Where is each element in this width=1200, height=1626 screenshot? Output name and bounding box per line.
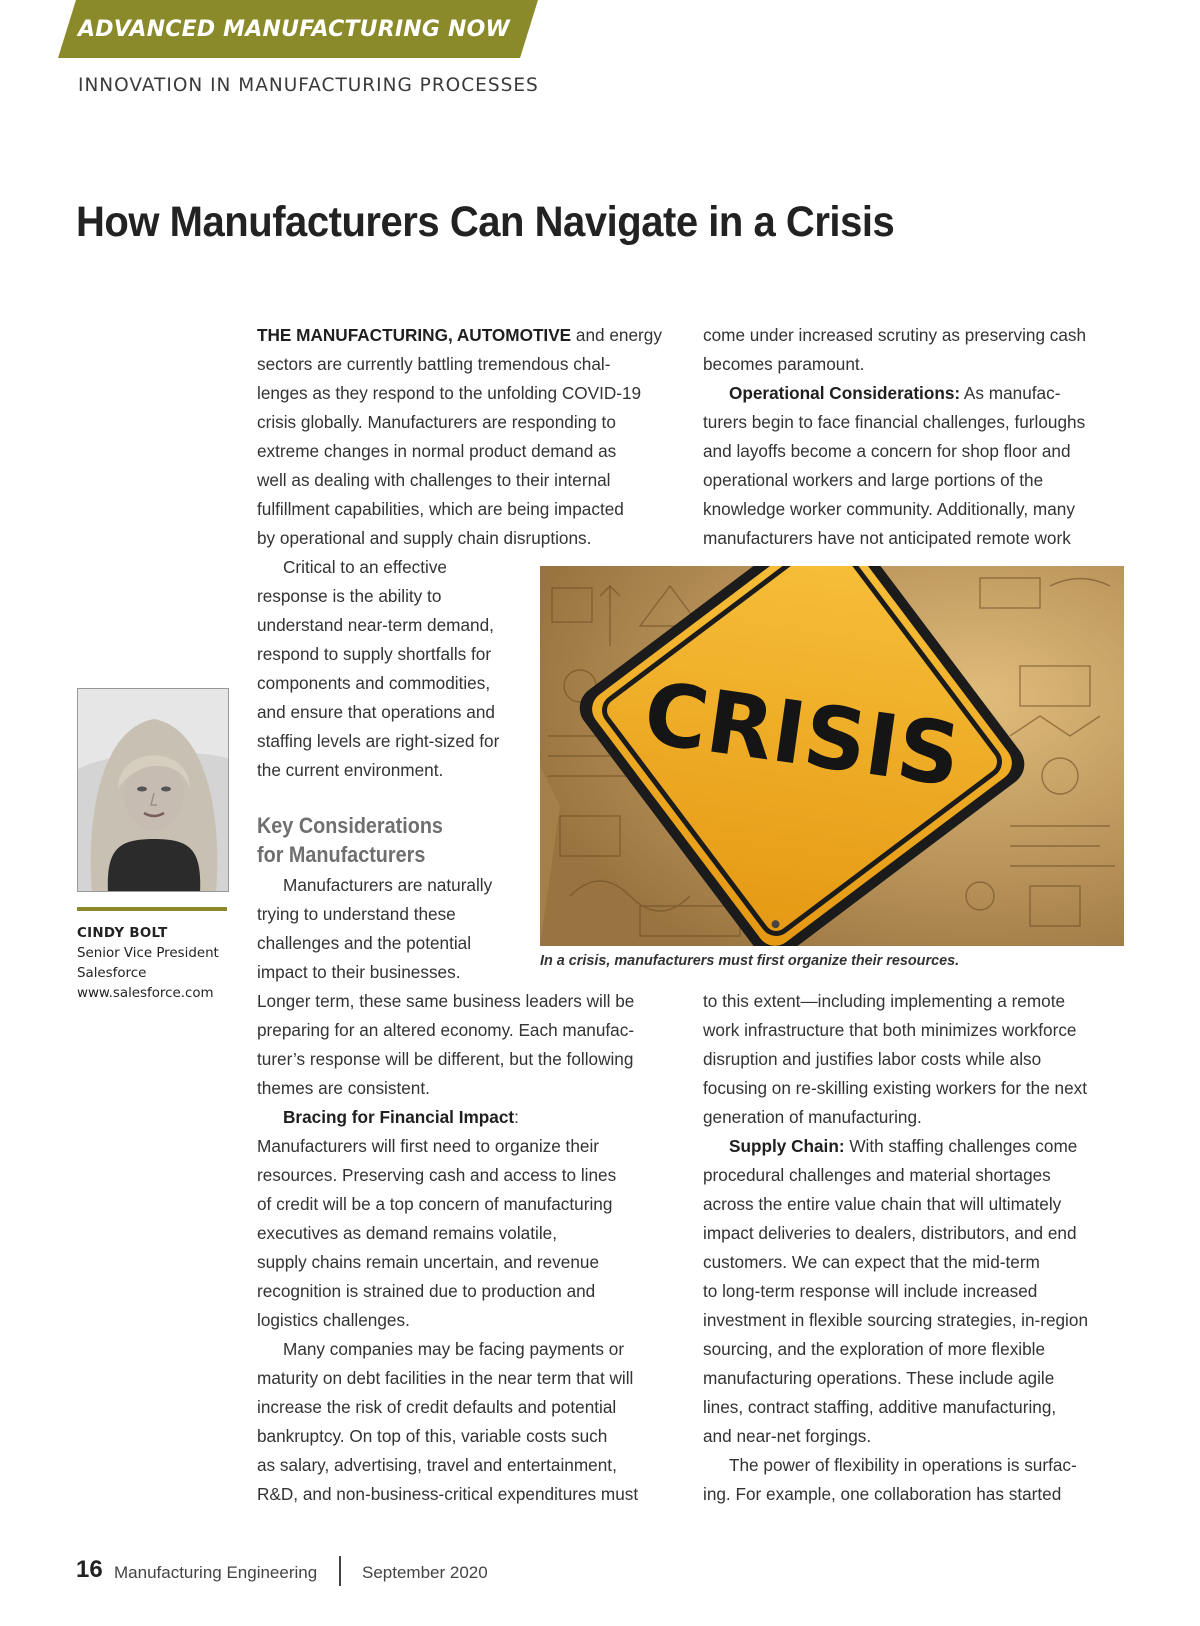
body-line: and near-net forgings.: [703, 1426, 872, 1446]
subhead-line: for Manufacturers: [257, 842, 426, 867]
section-banner: [58, 0, 538, 58]
article-column-right-top: [703, 321, 1086, 553]
body-line: and layoffs become a concern for shop floor and: [703, 441, 1071, 461]
body-line: turer’s response will be different, but the following: [257, 1049, 634, 1069]
lead-in: THE MANUFACTURING, AUTOMOTIVE: [257, 325, 572, 345]
body-line: come under increased scrutiny as preserving cash: [703, 325, 1087, 345]
sign-text: CRISIS: [638, 663, 967, 807]
body-line: by operational and supply chain disruptions.: [257, 528, 592, 548]
body-line: customers. We can expect that the mid-term: [703, 1252, 1040, 1272]
body-line: respond to supply shortfalls for: [257, 644, 492, 664]
author-divider: [77, 907, 227, 911]
body-line: operational workers and large portions of the: [703, 470, 1044, 490]
magazine-name: Manufacturing Engineering: [114, 1563, 318, 1582]
body-line: turers begin to face financial challenges, furloughs: [703, 412, 1086, 432]
body-line: Bracing for Financial Impact:: [283, 1107, 519, 1127]
body-line: as salary, advertising, travel and entertainment,: [257, 1455, 617, 1475]
body-line: sectors are currently battling tremendous chal-: [257, 354, 611, 374]
body-line: response is the ability to: [257, 586, 442, 606]
section-label: INNOVATION IN MANUFACTURING PROCESSES: [78, 75, 539, 96]
body-line: recognition is strained due to production and: [257, 1281, 596, 1301]
author-company: Salesforce: [77, 966, 147, 981]
body-line: to long-term response will include increased: [703, 1281, 1038, 1301]
footer-divider: [339, 1556, 341, 1586]
body-line: trying to understand these: [257, 904, 456, 924]
subhead-key-considerations: [257, 811, 443, 869]
body-line: the current environment.: [257, 760, 444, 780]
body-line: executives as demand remains volatile,: [257, 1223, 557, 1243]
body-line: lines, contract staffing, additive manufacturing,: [703, 1397, 1057, 1417]
body-line: fulfillment capabilities, which are being impacted: [257, 499, 624, 519]
body-line: preparing for an altered economy. Each manufac-: [257, 1020, 635, 1040]
body-line: and ensure that operations and: [257, 702, 495, 722]
body-line: lenges as they respond to the unfolding COVID-19: [257, 383, 642, 403]
body-line: extreme changes in normal product demand as: [257, 441, 617, 461]
body-line: crisis globally. Manufacturers are responding to: [257, 412, 616, 432]
body-line: to this extent—including implementing a remote: [703, 991, 1066, 1011]
body-line: generation of manufacturing.: [703, 1107, 922, 1127]
body-line: resources. Preserving cash and access to lines: [257, 1165, 617, 1185]
article-headline: How Manufacturers Can Navigate in a Crisis: [76, 198, 895, 246]
crisis-sign-photo: [540, 566, 1124, 946]
body-line: of credit will be a top concern of manufacturing: [257, 1194, 613, 1214]
body-line: manufacturing operations. These include agile: [703, 1368, 1055, 1388]
body-line: work infrastructure that both minimizes workforce: [703, 1020, 1077, 1040]
body-line: knowledge worker community. Additionally, many: [703, 499, 1075, 519]
body-line: Manufacturers will first need to organize their: [257, 1136, 599, 1156]
body-line: becomes paramount.: [703, 354, 865, 374]
body-line: themes are consistent.: [257, 1078, 430, 1098]
body-line: manufacturers have not anticipated remote work: [703, 528, 1071, 548]
body-line: Supply Chain: With staffing challenges come: [729, 1136, 1078, 1156]
issue-date: September 2020: [362, 1563, 488, 1582]
body-line: logistics challenges.: [257, 1310, 410, 1330]
body-line: across the entire value chain that will ultimately: [703, 1194, 1062, 1214]
lead-in: Supply Chain:: [729, 1136, 845, 1156]
body-line: sourcing, and the exploration of more flexible: [703, 1339, 1046, 1359]
body-line: THE MANUFACTURING, AUTOMOTIVE and energy: [257, 325, 662, 345]
body-line: Many companies may be facing payments or: [283, 1339, 625, 1359]
body-line: disruption and justifies labor costs while also: [703, 1049, 1042, 1069]
author-website[interactable]: www.salesforce.com: [77, 986, 214, 1001]
body-line: maturity on debt facilities in the near term that will: [257, 1368, 634, 1388]
subhead-line: Key Considerations: [257, 813, 443, 838]
body-line: Operational Considerations: As manufac-: [729, 383, 1061, 403]
body-line: supply chains remain uncertain, and revenue: [257, 1252, 600, 1272]
author-name: CINDY BOLT: [77, 926, 168, 941]
body-line: staffing levels are right-sized for: [257, 731, 500, 751]
banner-title: ADVANCED MANUFACTURING NOW: [78, 17, 510, 42]
body-line: Manufacturers are naturally: [283, 875, 493, 895]
body-line: focusing on re-skilling existing workers for the next: [703, 1078, 1088, 1098]
body-line: impact deliveries to dealers, distributors, and end: [703, 1223, 1077, 1243]
author-portrait: [77, 688, 229, 892]
article-column-right-bottom: [703, 987, 1088, 1509]
body-line: well as dealing with challenges to their internal: [257, 470, 611, 490]
body-line: understand near-term demand,: [257, 615, 494, 635]
body-line: Longer term, these same business leaders will be: [257, 991, 635, 1011]
body-line: The power of flexibility in operations is surfac-: [729, 1455, 1077, 1475]
body-line: increase the risk of credit defaults and potential: [257, 1397, 617, 1417]
body-line: investment in flexible sourcing strategies, in-region: [703, 1310, 1088, 1330]
lead-in: Bracing for Financial Impact: [283, 1107, 515, 1127]
body-line: bankruptcy. On top of this, variable costs such: [257, 1426, 608, 1446]
body-line: Critical to an effective: [283, 557, 447, 577]
body-line: challenges and the potential: [257, 933, 472, 953]
author-block: [77, 924, 219, 1004]
body-line: ing. For example, one collaboration has started: [703, 1484, 1062, 1504]
photo-caption: In a crisis, manufacturers must first organize their resources.: [540, 953, 960, 969]
body-line: procedural challenges and material shortages: [703, 1165, 1051, 1185]
page-number: 16: [76, 1556, 103, 1583]
body-line: components and commodities,: [257, 673, 491, 693]
author-title: Senior Vice President: [77, 946, 219, 961]
lead-in: Operational Considerations:: [729, 383, 961, 403]
body-line: impact to their businesses.: [257, 962, 461, 982]
body-line: R&D, and non-business-critical expenditures must: [257, 1484, 639, 1504]
